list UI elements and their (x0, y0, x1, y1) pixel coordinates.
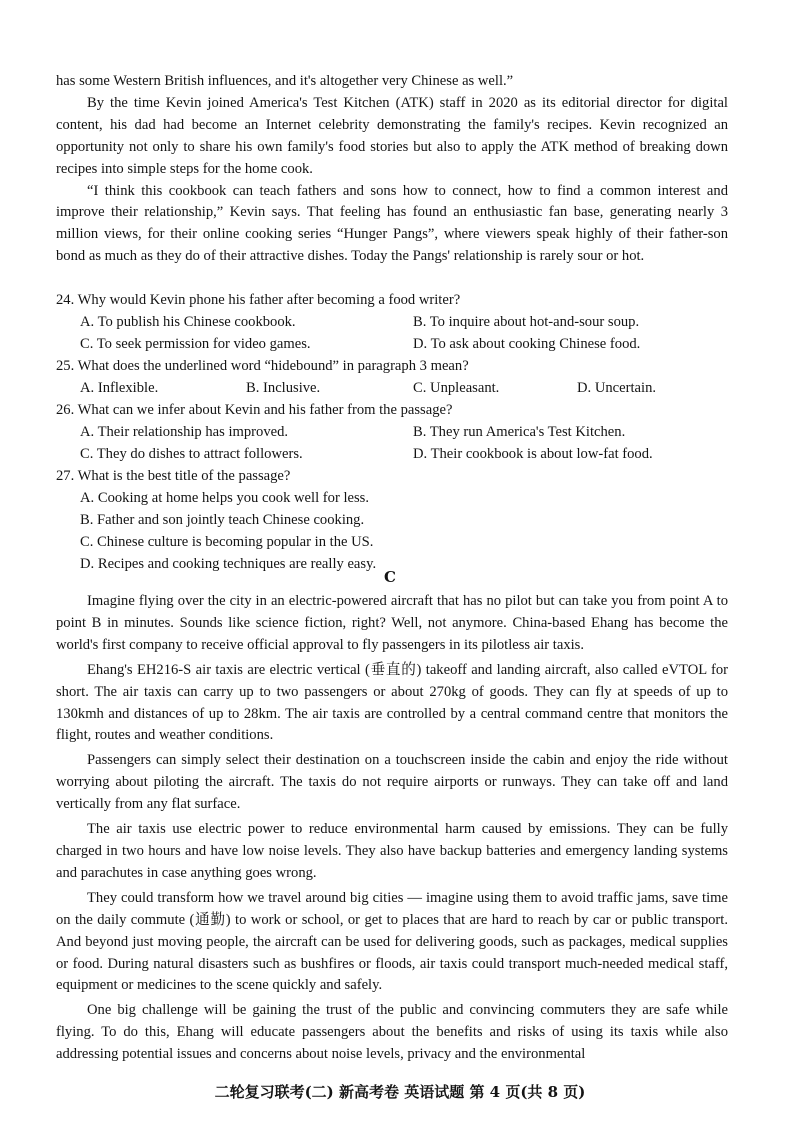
question-25-options (80, 378, 730, 400)
passage-c (56, 591, 728, 1066)
question-24-option-d[interactable]: D. To ask about cooking Chinese food. (413, 335, 641, 352)
page-footer: 二轮复习联考(二) 新高考卷 英语试题 第 4 页(共 8 页) (214, 1083, 586, 1101)
question-26-options (80, 422, 730, 466)
passage-c-paragraph-4: The air taxis use electric power to reduce environmental harm caused by emissions. They can be fully charged in two hours and have low noise levels. They also have backup batteries and emergency landing systems and parachutes in case anything goes wrong. (56, 821, 728, 881)
question-26-option-c[interactable]: C. They do dishes to attract followers. (80, 445, 303, 462)
question-26-option-d[interactable]: D. Their cookbook is about low-fat food. (413, 445, 653, 462)
question-26-stem: 26. What can we infer about Kevin and his father from the passage? (56, 402, 453, 418)
question-26-option-a[interactable]: A. Their relationship has improved. (80, 424, 289, 440)
question-27-option-b[interactable]: B. Father and son jointly teach Chinese cooking. (80, 511, 365, 528)
passage-c-heading: C (384, 568, 396, 586)
passage-c-paragraph-6: One big challenge will be gaining the trust of the public and convincing commuters they are safe while flying. To do this, Ehang will educate passengers about the benefits and risks of using its taxis while also addressing potential issues and concerns about noise levels, privacy and the environmental (56, 1002, 728, 1063)
passage-c-paragraph-2: Ehang's EH216-S air taxis are electric vertical (垂直的) takeoff and landing aircraft, also called eVTOL for short. The air taxis can carry up to two passengers or about 270kg of goods. They can fly at speeds of up to 130kmh and distances of up to 28km. The air taxis are controlled by a central command centre that monitors the flight, routes and weather conditions. (56, 661, 728, 744)
question-25-option-c[interactable]: C. Unpleasant. (413, 380, 500, 396)
question-27-options (80, 488, 730, 576)
question-27-stem: 27. What is the best title of the passage? (56, 468, 291, 484)
question-24-option-a[interactable]: A. To publish his Chinese cookbook. (80, 314, 296, 330)
question-25-option-b[interactable]: B. Inclusive. (246, 380, 321, 396)
passage-c-paragraph-1: Imagine flying over the city in an electric-powered aircraft that has no pilot but can take you from point A to point B in minutes. Sounds like science fiction, right? Well, not anymore. China-based Ehang has become the world's first company to receive official approval to fly passengers in its pilotless air taxis. (56, 593, 728, 653)
passage-b-paragraph-3: “I think this cookbook can teach fathers and sons how to connect, how to find a common interest and improve their relationship,” Kevin says. That feeling has found an enthusiastic fan base, generating nearly 3 million views, for their online cooking series “Hunger Pangs”, where viewers speak highly of their father-son bond as much as they do of their attractive dishes. Today the Pangs' relationship is rarely sour or hot. (56, 182, 728, 265)
question-25-option-d[interactable]: D. Uncertain. (577, 380, 657, 396)
passage-b (56, 71, 728, 268)
question-27-option-a[interactable]: A. Cooking at home helps you cook well for less. (80, 490, 369, 506)
passage-c-paragraph-3: Passengers can simply select their destination on a touchscreen inside the cabin and enjoy the ride without worrying about piloting the aircraft. The taxis do not require airports or runways. They can take off and land vertically from any flat surface. (56, 752, 728, 813)
question-27-option-d[interactable]: D. Recipes and cooking techniques are really easy. (80, 555, 377, 572)
passage-b-paragraph-1: has some Western British influences, and it's altogether very Chinese as well.” (56, 73, 514, 89)
passage-b-paragraph-2: By the time Kevin joined America's Test Kitchen (ATK) staff in 2020 as its editorial director for digital content, his dad had become an Internet celebrity demonstrating the family's recipes. Kevin recognized an opportunity not only to share his own family's food stories but also to apply the ATK method of breaking down recipes into simple steps for the home cook. (56, 94, 728, 177)
question-24-stem: 24. Why would Kevin phone his father after becoming a food writer? (56, 292, 461, 308)
question-24-option-b[interactable]: B. To inquire about hot-and-sour soup. (413, 314, 640, 330)
question-27-option-c[interactable]: C. Chinese culture is becoming popular in the US. (80, 533, 374, 550)
question-26-option-b[interactable]: B. They run America's Test Kitchen. (413, 424, 626, 440)
passage-c-paragraph-5: They could transform how we travel around big cities — imagine using them to avoid traffic jams, save time on the daily commute (通勤) to work or school, or get to places that are hard to reach by car or public transport. And beyond just moving people, the aircraft can be used for delivering goods, such as packages, medical supplies or food. During natural disasters such as bushfires or floods, air taxis could transport much-needed medical staff, equipment or medicines to the scene quickly and safely. (56, 889, 728, 994)
question-24-options (80, 312, 730, 356)
question-24-option-c[interactable]: C. To seek permission for video games. (80, 335, 311, 352)
question-25-stem: 25. What does the underlined word “hidebound” in paragraph 3 mean? (56, 358, 469, 374)
question-25-option-a[interactable]: A. Inflexible. (80, 380, 159, 396)
